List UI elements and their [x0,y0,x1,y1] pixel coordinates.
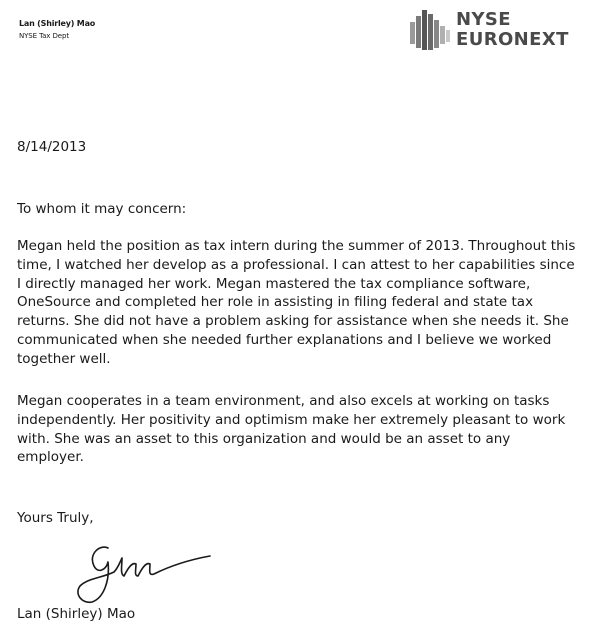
closing: Yours Truly, [17,510,94,526]
salutation: To whom it may concern: [17,201,187,217]
body-paragraph-1: Megan held the position as tax intern during the summer of 2013. Throughout this time, I watched her develop as a professional. I can attest to her capabilities since I directly managed her work. Megan mastered the tax compliance software, OneSource and completed her role in assisting in filing federal and state tax returns. She did not have a problem asking for assistance when she needs it. She communicated when she needed further explanations and I believe we worked together well. [17,238,576,367]
sender-department: NYSE Tax Dept [19,32,69,40]
handwritten-signature [70,540,220,610]
nyse-euronext-logo [408,8,568,54]
letterhead-sender [19,18,95,42]
sender-name: Lan (Shirley) Mao [19,19,96,28]
signer-name: Lan (Shirley) Mao [17,606,136,622]
logo-mark-icon [408,8,454,54]
logo-text-nyse: NYSE [456,9,511,30]
letter-date: 8/14/2013 [17,139,87,155]
body-paragraph-2: Megan cooperates in a team environment, and also excels at working on tasks independently. Her positivity and optimism make her extremely pleasant to work with. She was an asset to this organization and would be an asset to any employer. [17,393,566,466]
logo-text-euronext: EURONEXT [456,29,569,50]
